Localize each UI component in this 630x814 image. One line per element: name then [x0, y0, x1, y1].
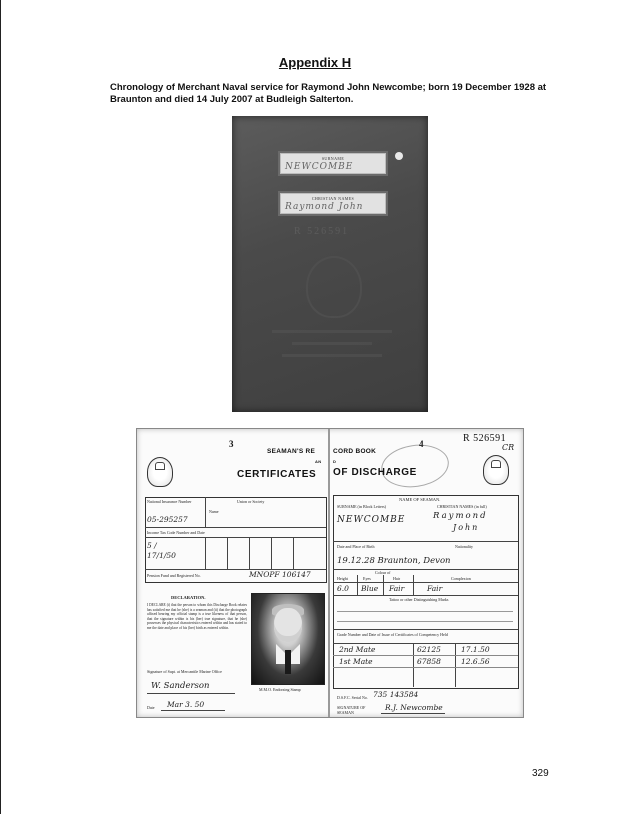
divider	[333, 569, 518, 570]
divider	[413, 643, 414, 687]
book-fold	[328, 429, 330, 717]
supt-signature: W. Sanderson	[151, 681, 210, 691]
christian-names-label: CHRISTIAN NAMES (in full)	[437, 504, 487, 509]
eyes-value: Blue	[361, 584, 379, 593]
date-label: Date	[147, 705, 155, 710]
dsfc-label: D.S.F.C. Serial No.	[337, 695, 368, 700]
cover-emboss-serial: R 526591	[294, 226, 350, 237]
grade-2-date: 12.6.56	[461, 657, 490, 666]
cover-faint-text-line	[272, 330, 392, 333]
book-title-an: AN	[315, 459, 322, 464]
divider	[293, 537, 294, 569]
surname-block-label: SURNAME (in Block Letters)	[337, 504, 386, 509]
hair-label: Hair	[393, 576, 401, 581]
nationality-label: Nationality	[455, 544, 473, 549]
divider	[271, 537, 272, 569]
divider	[333, 595, 518, 596]
income-tax-label: Income Tax Code Number and Date	[147, 530, 205, 535]
divider	[145, 527, 326, 528]
hair-value: Fair	[389, 584, 405, 593]
intro-paragraph: Chronology of Merchant Naval service for Raymond John Newcombe; born 19 December 1928 at Braunton and died 14 July 2007 at Budleigh Salterton.	[110, 82, 547, 105]
colour-of-label: Colour of	[375, 570, 391, 575]
declaration-text: I DECLARE (i) that the person to whom this Discharge Book relates has satisfied me that he (she) is a seaman and (ii) that the photograph affixed bearing my official stamp is a true likeness of that person, that the signature within is his (her) true signature, that he (she) possesses the physical characteristics entered within and has stated to me the date and place of his (her) birth as entered within.	[147, 603, 247, 630]
tattoo-label: Tattoo or other Distinguishing Marks	[389, 597, 449, 602]
portrait-tie	[285, 650, 291, 674]
tax-code-value: 5 / 17/1/50	[147, 541, 176, 560]
page-heading: Appendix H	[278, 55, 352, 70]
grade-1-date: 17.1.50	[461, 645, 490, 654]
cover-surname-label	[280, 153, 386, 174]
union-label: Union or Society	[237, 499, 265, 504]
eyes-label: Eyes	[363, 576, 371, 581]
portrait-face	[274, 608, 302, 642]
divider	[145, 537, 326, 538]
seaman-signature-label: SIGNATURE OF SEAMAN	[337, 705, 366, 715]
pension-value: MNOPF 106147	[249, 570, 311, 579]
cover-punch-hole	[395, 152, 403, 160]
seaman-portrait-photo	[251, 593, 325, 685]
book-serial-number: R 526591	[463, 433, 507, 444]
divider	[455, 643, 456, 687]
divider	[249, 537, 250, 569]
book-right-page-number: 4	[419, 439, 424, 449]
seamans-record-book-photo	[136, 428, 524, 718]
divider	[333, 582, 518, 583]
right-crest-icon	[483, 455, 509, 485]
book-title-part1: SEAMAN'S RE	[267, 448, 316, 455]
date-line	[161, 710, 225, 711]
declaration-title: DECLARATION.	[171, 595, 206, 600]
ni-number-value: 05-295257	[147, 515, 188, 524]
endorsing-stamp-label: M.M.O. Endorsing Stamp	[259, 687, 301, 692]
left-crest-icon	[147, 457, 173, 487]
book-title-part2: CORD BOOK	[333, 448, 377, 455]
book-title-d: D	[333, 459, 337, 464]
discharge-heading: OF DISCHARGE	[333, 467, 417, 478]
pension-label: Pension Fund and Registered No.	[147, 573, 201, 578]
divider	[205, 497, 206, 527]
cover-christian-label	[280, 193, 386, 214]
dsfc-value: 735 143584	[373, 690, 419, 699]
divider	[333, 667, 518, 668]
office-stamp-icon	[378, 440, 451, 491]
union-name-label: Name	[209, 509, 219, 514]
signature-line	[381, 713, 445, 714]
complexion-label: Complexion	[451, 576, 471, 581]
signature-line	[147, 693, 235, 694]
grade-label: Grade Number and Date of Issue of Certificates of Competency Held	[337, 632, 448, 637]
complexion-value: Fair	[427, 584, 443, 593]
cover-crest-icon	[306, 256, 362, 318]
cover-christian-value: Raymond John	[285, 202, 364, 212]
grade-2-name: 1st Mate	[339, 657, 373, 666]
divider	[333, 655, 518, 656]
page-number: 329	[532, 768, 549, 779]
grade-2-number: 67858	[417, 657, 441, 666]
discharge-book-cover-photo	[232, 116, 428, 412]
cover-surname-caption: SURNAME	[321, 156, 345, 161]
cover-christian-caption: CHRISTIAN NAMES	[311, 196, 355, 201]
divider	[357, 575, 358, 595]
seaman-signature: R.J. Newcombe	[385, 703, 443, 712]
blank-line	[337, 611, 513, 612]
certificates-heading: CERTIFICATES	[237, 469, 317, 480]
divider	[227, 537, 228, 569]
page-edge	[0, 0, 1, 814]
divider	[333, 643, 518, 644]
book-serial-mark: CR	[502, 443, 515, 452]
divider	[383, 575, 384, 595]
christian-name-1: Raymond	[433, 511, 488, 521]
height-label: Height	[337, 576, 348, 581]
cover-faint-text-line	[292, 342, 372, 345]
supt-signature-label: Signature of Supt. at Mercantile Marine Office	[147, 669, 222, 674]
cover-faint-text-line	[282, 354, 382, 357]
height-value: 6.0	[337, 584, 349, 593]
blank-line	[337, 621, 513, 622]
name-of-seaman-label: NAME OF SEAMAN.	[399, 497, 441, 502]
date-value: Mar 3. 50	[167, 700, 205, 709]
dob-value: 19.12.28 Braunton, Devon	[337, 556, 451, 566]
grade-1-number: 62125	[417, 645, 441, 654]
cover-surname-value: NEWCOMBE	[285, 162, 354, 172]
book-left-page-number: 3	[229, 439, 234, 449]
divider	[333, 541, 518, 542]
divider	[205, 537, 206, 569]
divider	[333, 629, 518, 630]
grade-1-name: 2nd Mate	[339, 645, 376, 654]
dob-label: Date and Place of Birth	[337, 544, 375, 549]
christian-name-2: John	[453, 523, 480, 532]
ni-number-label: National Insurance Number	[147, 499, 192, 504]
surname-value: NEWCOMBE	[337, 515, 406, 525]
divider	[413, 575, 414, 595]
